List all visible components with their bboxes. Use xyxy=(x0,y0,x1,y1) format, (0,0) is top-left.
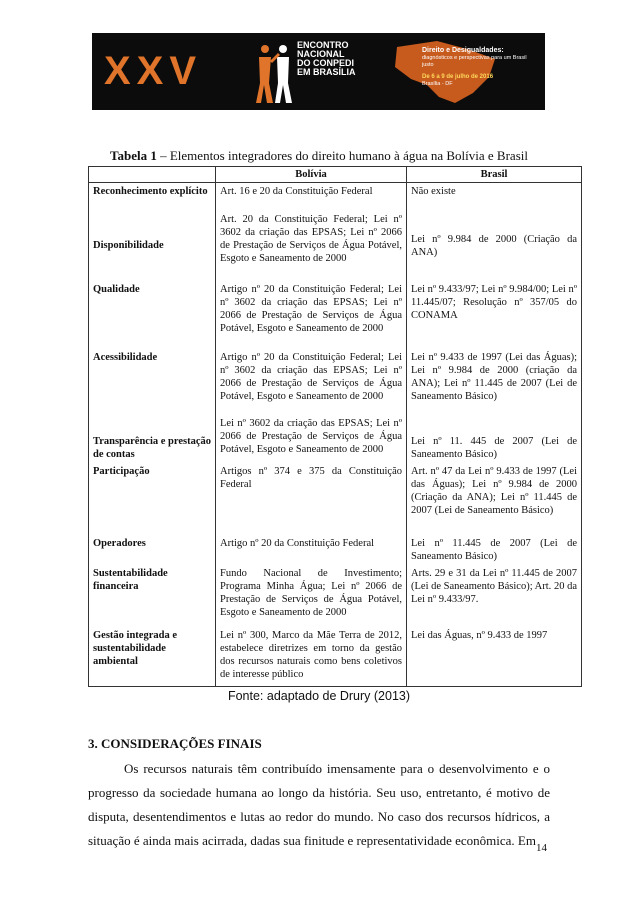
row-label: Operadores xyxy=(89,535,216,565)
table-row xyxy=(89,349,582,415)
bolivia-cell: Artigos nº 374 e 375 da Constituição Federal xyxy=(216,463,407,535)
table-row xyxy=(89,565,582,627)
banner-roman-numeral: XXV xyxy=(104,49,203,93)
row-label: Qualidade xyxy=(89,281,216,349)
comparison-table xyxy=(88,166,582,687)
bolivia-cell: Artigo nº 20 da Constituição Federal; Lei nº 3602 da criação das EPSAS; Lei nº 2066 de Prestação de Serviços de Água Potável, Esgoto e Saneamento de 2000 xyxy=(216,349,407,415)
column-header xyxy=(89,167,216,183)
row-label: Sustentabilidade financeira xyxy=(89,565,216,627)
row-label: Disponibilidade xyxy=(89,211,216,281)
section-heading: 3. CONSIDERAÇÕES FINAIS xyxy=(88,736,262,751)
table-source-note: Fonte: adaptado de Drury (2013) xyxy=(227,689,411,703)
event-line: DO CONPEDI xyxy=(297,58,355,68)
event-line: ENCONTRO xyxy=(297,40,349,50)
row-label: Gestão integrada e sustentabilidade ambiental xyxy=(89,627,216,687)
banner-event-title xyxy=(297,41,356,77)
caption-label: Tabela 1 xyxy=(110,148,157,163)
paragraph-text: Os recursos naturais têm contribuído imensamente para o desenvolvimento e o progresso da sociedade humana ao longo da história. Seu uso, entretanto, é motivo de disputa, desentendimentos e lutas ao redor do mundo. No caso dos recursos hídricos, a situação é ainda mais acirrada, dadas sua finitude e representatividade econômica. Em xyxy=(88,761,550,848)
event-line: NACIONAL xyxy=(297,49,345,59)
table-header-row xyxy=(89,167,582,183)
caption-text: – Elementos integradores do direito humano à água na Bolívia e Brasil xyxy=(156,148,528,163)
bolivia-cell: Artigo nº 20 da Constituição Federal xyxy=(216,535,407,565)
bolivia-cell: Lei nº 3602 da criação das EPSAS; Lei nº 2066 de Prestação de Serviços de Água Potável, Esgoto e Saneamento de 2000 xyxy=(216,415,407,463)
bolivia-cell: Art. 20 da Constituição Federal; Lei nº 3602 da criação das EPSAS; Lei nº 2066 de Prestação de Serviços de Água Potável, Esgoto e Saneamento de 2000 xyxy=(216,211,407,281)
row-label: Acessibilidade xyxy=(89,349,216,415)
body-paragraph xyxy=(88,757,550,853)
table-row xyxy=(89,183,582,211)
table-row xyxy=(89,627,582,687)
row-label: Transparência e prestação de contas xyxy=(89,415,216,463)
brasil-cell: Arts. 29 e 31 da Lei nº 11.445 de 2007 (Lei de Saneamento Básico); Art. 20 da Lei nº 9.433/97. xyxy=(407,565,582,627)
table-row xyxy=(89,415,582,463)
brasil-cell: Lei nº 9.433/97; Lei nº 9.984/00; Lei nº 11.445/07; Resolução nº 357/05 do CONAMA xyxy=(407,281,582,349)
theme-title: Direito e Desigualdades: xyxy=(422,47,504,54)
table-row xyxy=(89,281,582,349)
theme-subtitle: diagnósticos e perspectivas para um Brasil justo xyxy=(422,55,527,68)
conpedi-figures-logo xyxy=(254,39,294,105)
brasil-cell: Não existe xyxy=(407,183,582,211)
table-row xyxy=(89,535,582,565)
row-label: Participação xyxy=(89,463,216,535)
table-row xyxy=(89,211,582,281)
brasil-cell: Art. nº 47 da Lei nº 9.433 de 1997 (Lei das Águas); Lei nº 9.984 de 2000 (Criação da ANA); Lei nº 11.445 de 2007 (Lei de Saneamento Básico) xyxy=(407,463,582,535)
event-line: EM BRASÍLIA xyxy=(297,67,356,77)
event-place: Brasília - DF xyxy=(422,80,453,87)
brasil-cell: Lei nº 11.445 de 2007 (Lei de Saneamento Básico) xyxy=(407,535,582,565)
bolivia-cell: Fundo Nacional de Investimento; Programa Minha Água; Lei nº 2066 de Prestação de Serviços de Água Potável, Esgoto e Saneamento de 2000 xyxy=(216,565,407,627)
banner-theme-text xyxy=(422,47,537,87)
conference-banner xyxy=(92,33,545,110)
column-header: Bolívia xyxy=(216,167,407,183)
bolivia-cell: Artigo nº 20 da Constituição Federal; Lei nº 3602 da criação das EPSAS; Lei nº 2066 de Prestação de Serviços de Água Potável, Esgoto e Saneamento de 2000 xyxy=(216,281,407,349)
brasil-cell: Lei das Águas, nº 9.433 de 1997 xyxy=(407,627,582,687)
brasil-cell: Lei nº 9.433 de 1997 (Lei das Águas); Lei nº 9.984 de 2000 (criação da ANA); Lei nº 11.445 de 2007 (Lei de Saneamento Básico) xyxy=(407,349,582,415)
table-row xyxy=(89,463,582,535)
bolivia-cell: Lei nº 300, Marco da Mãe Terra de 2012, estabelece diretrizes em torno da gestão dos recursos naturais como bens coletivos de interesse público xyxy=(216,627,407,687)
table-caption xyxy=(0,148,638,164)
event-dates: De 6 a 9 de julho de 2016 xyxy=(422,74,494,80)
column-header: Brasil xyxy=(407,167,582,183)
page-number: 14 xyxy=(536,842,547,854)
bolivia-cell: Art. 16 e 20 da Constituição Federal xyxy=(216,183,407,211)
row-label: Reconhecimento explícito xyxy=(89,183,216,211)
brasil-cell: Lei nº 11. 445 de 2007 (Lei de Saneamento Básico) xyxy=(407,415,582,463)
brasil-cell: Lei nº 9.984 de 2000 (Criação da ANA) xyxy=(407,211,582,281)
